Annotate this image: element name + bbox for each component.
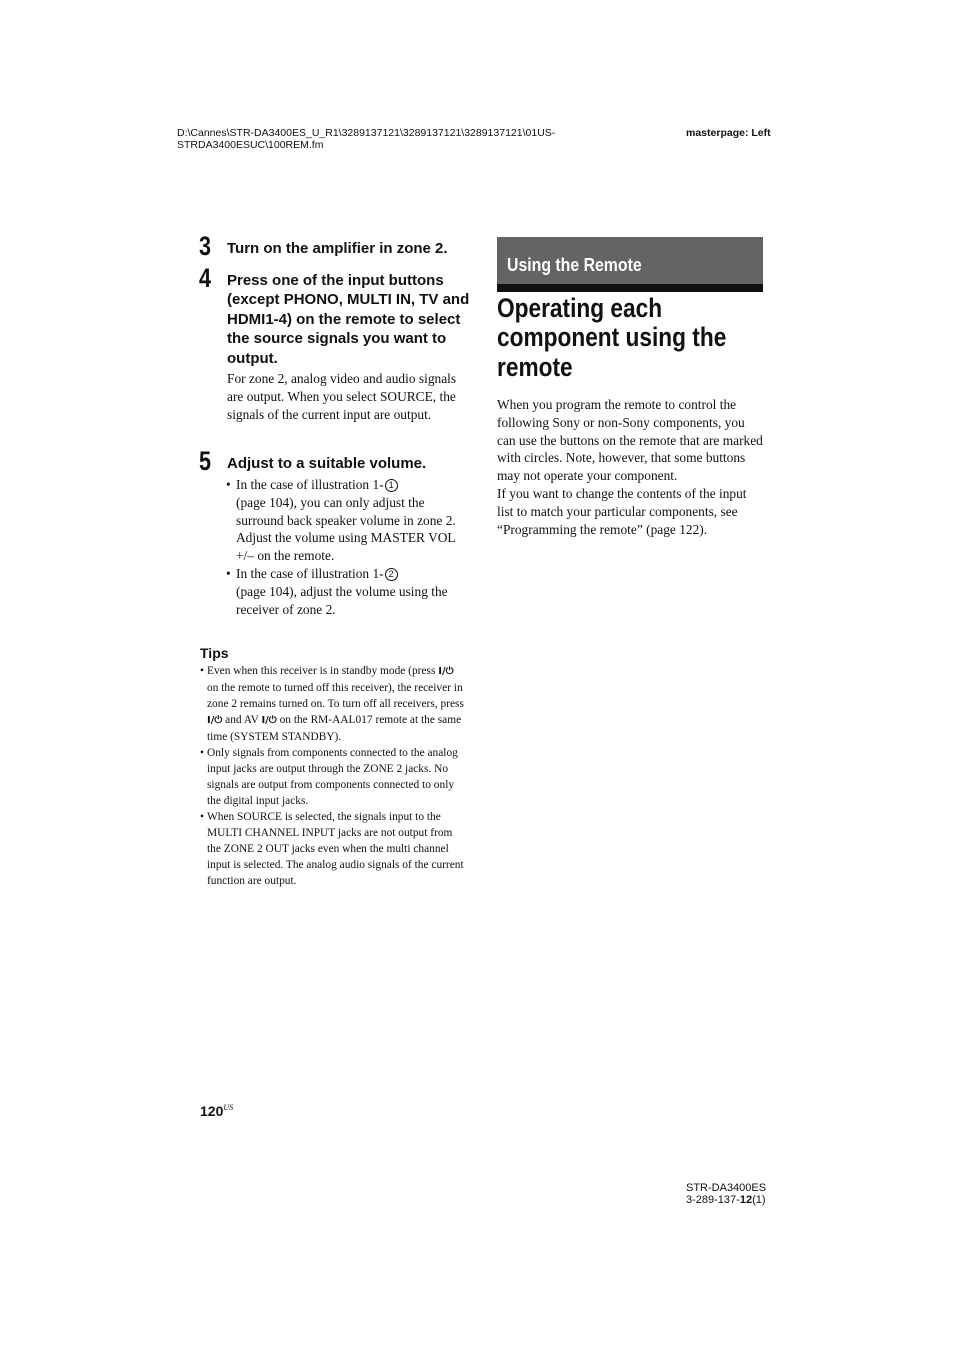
circled-number-1: 1 [385, 479, 398, 492]
footer-code-suffix: (1) [752, 1194, 766, 1206]
step-5-bullets [226, 476, 468, 618]
step-4-number: 4 [199, 263, 212, 293]
file-path-header [177, 127, 617, 151]
section-body [497, 396, 765, 538]
step-3-number: 3 [199, 231, 212, 261]
tip-text: on the RM-AAL017 remote at the same time (SYSTEM STANDBY). [207, 714, 462, 743]
tip-item: • Only signals from components connected to the analog input jacks are output through the ZONE 2 jacks. No signals are output from components connected to only the digital input jacks. [200, 745, 467, 809]
tip-item [200, 663, 467, 745]
step-5-title: Adjust to a suitable volume. [227, 455, 427, 472]
step-3-title: Turn on the amplifier in zone 2. [227, 240, 448, 257]
step-4-title: Press one of the input buttons (except PHONO, MULTI IN, TV and HDMI1-4) on the remote to select the source signals you want to output. [227, 272, 470, 367]
bullet-text: (page 104), adjust the volume using the receiver of zone 2. [236, 583, 448, 617]
footer-code-bold: 12 [739, 1194, 753, 1206]
footer-model: STR-DA3400ES [686, 1182, 767, 1194]
bullet-item [226, 565, 468, 618]
tip-text: on the remote to turned off this receiver), the receiver in zone 2 remains turned on. To turn off all receivers, press [207, 682, 464, 710]
bullet-item [226, 476, 468, 565]
power-icon: I/⏻ [207, 715, 223, 726]
step-5-number: 5 [199, 446, 212, 476]
power-icon: I/⏻ [438, 666, 454, 677]
bullet-extra: Adjust the volume using MASTER VOL +/– on the remote. [236, 530, 456, 564]
tips-list [200, 663, 467, 889]
bullet-prefix: In the case of illustration 1- [236, 477, 384, 492]
bullet-prefix: In the case of illustration 1- [236, 565, 384, 581]
paragraph: When you program the remote to control the following Sony or non-Sony components, you can use the buttons on the remote that are marked with circles. Note, however, that some buttons may not operate your component. [497, 397, 763, 484]
footer-model-info [686, 1182, 766, 1206]
file-path-line-1: D:\Cannes\STR-DA3400ES_U_R1\3289137121\3289137121\3289137121\01US- [177, 127, 556, 139]
page-number-suffix: US [223, 1103, 234, 1112]
masterpage-label: masterpage: Left [686, 127, 771, 139]
section-header-rule [497, 284, 763, 292]
file-path-line-2: STRDA3400ESUC\100REM.fm [177, 139, 324, 151]
page-number-value: 120 [200, 1103, 224, 1119]
section-label: Using the Remote [507, 255, 642, 275]
paragraph: If you want to change the contents of the input list to match your particular components, see “Programming the remote” (page 122). [497, 485, 747, 537]
page-title: Operating each component using the remote [497, 293, 727, 382]
tip-text: Even when this receiver is in standby mode (press [207, 665, 439, 677]
footer-code-prefix: 3-289-137- [686, 1194, 740, 1206]
footer-code [686, 1194, 766, 1206]
tip-item: • When SOURCE is selected, the signals input to the MULTI CHANNEL INPUT jacks are not output from the ZONE 2 OUT jacks even when the multi channel input is selected. The analog audio signals of the current function are output. [200, 809, 467, 889]
circled-number-2: 2 [385, 568, 398, 581]
step-4-body: For zone 2, analog video and audio signals are output. When you select SOURCE, the signals of the current input are output. [227, 371, 457, 422]
tips-heading: Tips [200, 645, 229, 661]
bullet-text: (page 104), you can only adjust the surround back speaker volume in zone 2. [236, 494, 456, 528]
power-icon: I/⏻ [261, 715, 277, 726]
tip-text: and AV [222, 714, 262, 726]
page-number [200, 1103, 233, 1119]
